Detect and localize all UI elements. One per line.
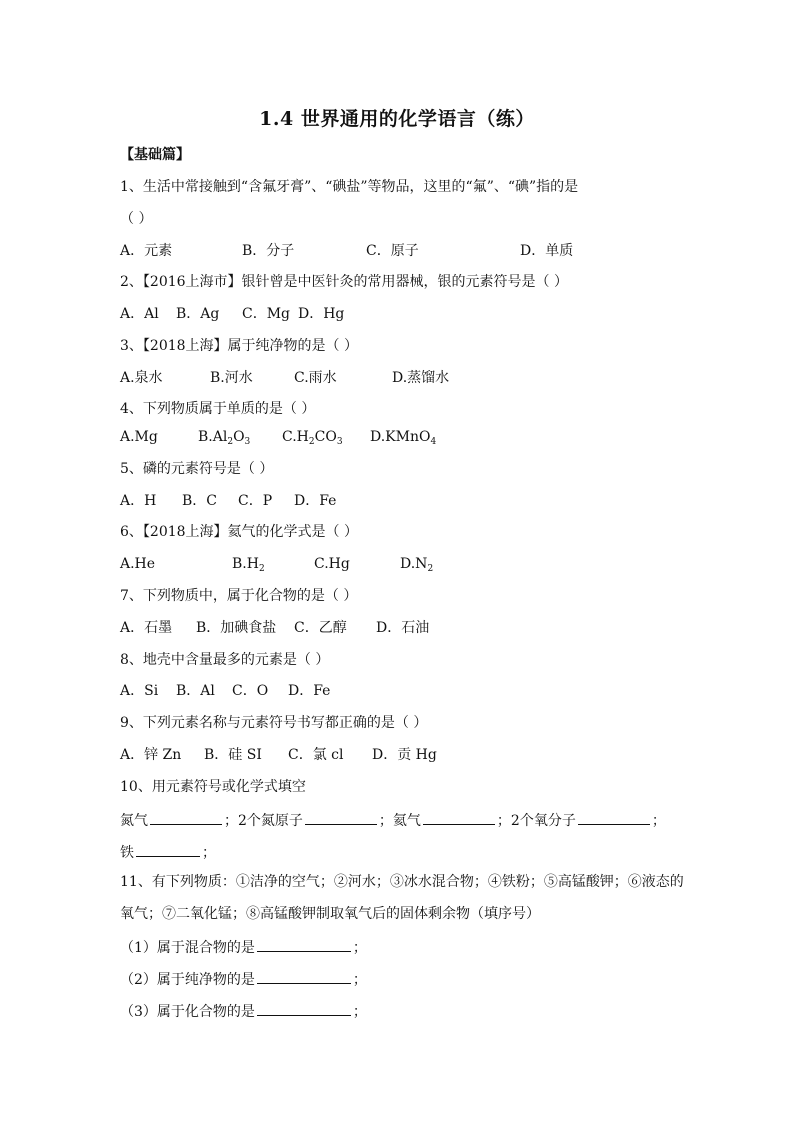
answer-blank[interactable] xyxy=(305,810,377,825)
question-1-options xyxy=(120,242,573,260)
question-2-stem: 2、【2016上海市】银针曾是中医针灸的常用器械，银的元素符号是（ ） xyxy=(120,274,568,290)
option-d: D．Fe xyxy=(294,493,337,509)
option-a: A.He xyxy=(120,556,156,572)
question-10-stem: 10、用元素符号或化学式填空 xyxy=(120,779,306,795)
option-a: A.泉水 xyxy=(120,370,163,386)
option-a: A．Al xyxy=(120,306,159,322)
question-7-stem: 7、下列物质中，属于化合物的是（ ） xyxy=(120,588,358,604)
answer-blank[interactable] xyxy=(257,1001,351,1016)
option-b: B．C xyxy=(182,493,217,509)
question-5-options xyxy=(120,492,336,510)
section-heading: 【基础篇】 xyxy=(120,147,190,163)
option-d: D．石油 xyxy=(376,620,430,636)
question-3-stem: 3、【2018上海】属于纯净物的是（ ） xyxy=(120,338,358,354)
option-b: B．加碘食盐 xyxy=(196,620,277,636)
answer-blank[interactable] xyxy=(150,810,222,825)
question-8-stem: 8、地壳中含量最多的元素是（ ） xyxy=(120,652,330,668)
option-a: A．石墨 xyxy=(120,620,173,636)
question-5-stem: 5、磷的元素符号是（ ） xyxy=(120,461,274,477)
option-a: A.Mg xyxy=(120,429,158,445)
option-c: C．P xyxy=(238,493,273,509)
question-1-stem: 1、生活中常接触到“含氟牙膏”、“碘盐”等物品，这里的“氟”、“碘”指的是 xyxy=(120,179,579,195)
question-2-options xyxy=(120,305,344,323)
question-4-options xyxy=(120,428,436,446)
page-title: 1.4 世界通用的化学语言（练） xyxy=(259,108,535,130)
option-c: C.Hg xyxy=(314,556,350,572)
question-10-fill-line-2: 铁 ； xyxy=(120,842,216,862)
answer-blank[interactable] xyxy=(423,810,495,825)
question-9-options xyxy=(120,746,437,764)
option-c: $C.H_2CO_3$ xyxy=(282,429,343,447)
option-c: C．原子 xyxy=(366,243,419,259)
option-c: C.雨水 xyxy=(294,370,337,386)
option-b: B．硅 SI xyxy=(204,747,262,763)
question-11-sub-2: （2）属于纯净物的是 ； xyxy=(120,969,367,989)
question-11-stem: 11、有下列物质：①洁净的空气；②河水；③冰水混合物；④铁粉；⑤高锰酸钾；⑥液态的 xyxy=(120,874,684,890)
option-d: D．Fe xyxy=(288,683,331,699)
question-11-sub-3: （3）属于化合物的是 ； xyxy=(120,1001,367,1021)
question-10-fill-line-1: 氮气 ；2个氮原子 ；氦气 ；2个氧分子 ； xyxy=(120,810,666,830)
question-11-stem-cont: 氧气；⑦二氧化锰；⑧高锰酸钾制取氧气后的固体剩余物（填序号） xyxy=(120,906,540,922)
option-a: A．锌 Zn xyxy=(120,747,182,763)
option-d: $D.N_2$ xyxy=(400,556,434,574)
option-c: C．氯 cl xyxy=(288,747,344,763)
option-b: $B.Al_2O_3$ xyxy=(198,429,251,447)
question-3-options xyxy=(120,369,449,387)
option-c: C．O xyxy=(232,683,269,699)
question-1-paren: （ ） xyxy=(120,211,153,227)
question-9-stem: 9、下列元素名称与元素符号书写都正确的是（ ） xyxy=(120,715,428,731)
question-8-options xyxy=(120,682,330,700)
question-6-options xyxy=(120,555,433,573)
option-c: C．Mg xyxy=(242,306,291,322)
option-d: D．贡 Hg xyxy=(372,747,437,763)
option-b: B．Ag xyxy=(176,306,220,322)
option-d: D．单质 xyxy=(520,243,574,259)
question-7-options xyxy=(120,619,429,637)
question-4-stem: 4、下列物质属于单质的是（ ） xyxy=(120,401,316,417)
question-11-sub-1: （1）属于混合物的是 ； xyxy=(120,937,367,957)
option-d: D.KMnO$_4$ xyxy=(370,429,437,447)
option-b: B．分子 xyxy=(242,243,295,259)
option-a: A．Si xyxy=(120,683,159,699)
option-a: A．元素 xyxy=(120,243,173,259)
option-b: $B.H_2$ xyxy=(232,556,265,574)
option-a: A．H xyxy=(120,493,157,509)
option-c: C．乙醇 xyxy=(294,620,347,636)
answer-blank[interactable] xyxy=(578,810,650,825)
option-b: B.河水 xyxy=(210,370,253,386)
option-b: B．Al xyxy=(176,683,215,699)
question-6-stem: 6、【2018上海】氦气的化学式是（ ） xyxy=(120,524,358,540)
option-d: D．Hg xyxy=(298,306,345,322)
answer-blank[interactable] xyxy=(257,937,351,952)
answer-blank[interactable] xyxy=(257,969,351,984)
option-d: D.蒸馏水 xyxy=(392,370,450,386)
answer-blank[interactable] xyxy=(136,842,200,857)
